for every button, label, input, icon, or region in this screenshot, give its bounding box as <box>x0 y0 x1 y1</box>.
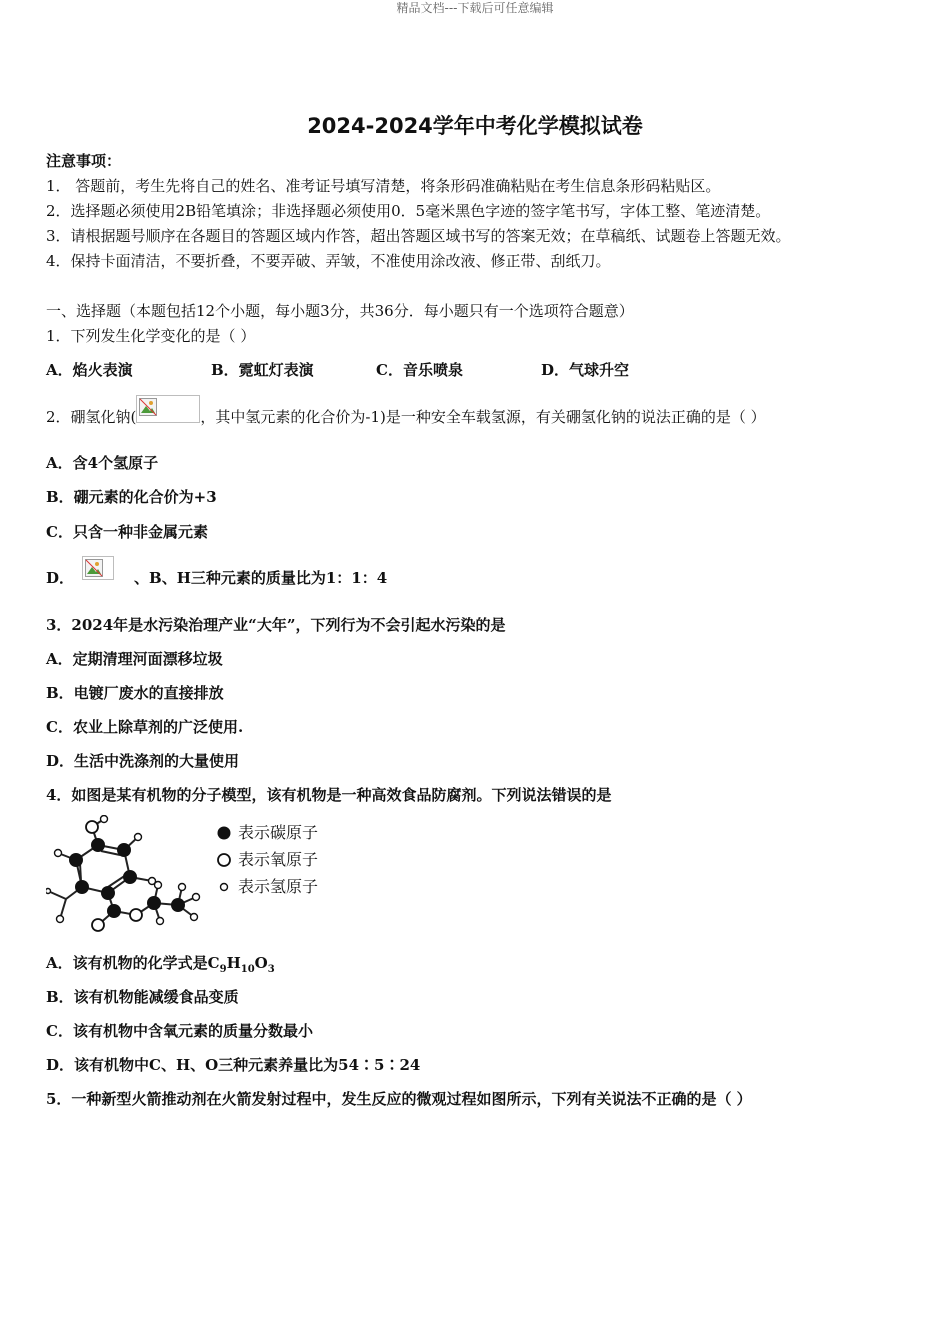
question-2-stem-after: ，其中氢元素的化合价为-1)是一种安全车载氢源，有关硼氢化钠的说法正确的是（ ） <box>200 408 766 426</box>
option-b: B．硼元素的化合价为+3 <box>46 488 217 506</box>
option-a <box>46 952 275 981</box>
option-c: C．音乐喷泉 <box>376 361 463 379</box>
notice-item: 3．请根据题号顺序在各题目的答题区域内作答，超出答题区域书写的答案无效；在草稿纸、试题卷上答题无效。 <box>46 227 791 245</box>
molecule-model-diagram <box>46 815 216 935</box>
notice-item: 2．选择题必须使用2B铅笔填涂；非选择题必须使用0．5毫米黑色字迹的签字笔书写，字体工整、笔迹清楚。 <box>46 202 771 220</box>
question-1-stem: 1．下列发生化学变化的是（ ） <box>46 327 256 345</box>
option-d: D．生活中洗涤剂的大量使用 <box>46 752 240 770</box>
broken-image-icon <box>85 559 103 577</box>
question-4-stem: 4．如图是某有机物的分子模型，该有机物是一种高效食品防腐剂。下列说法错误的是 <box>46 786 612 804</box>
notice-item: 4．保持卡面清洁，不要折叠，不要弄破、弄皱，不准使用涂改液、修正带、刮纸刀。 <box>46 252 611 270</box>
section-heading: 一、选择题（本题包括12个小题，每小题3分，共36分．每小题只有一个选项符合题意） <box>46 302 634 320</box>
carbon-atom-icon <box>214 823 234 843</box>
option-d-suffix: 、B、H三种元素的质量比为1：1：4 <box>134 569 388 587</box>
option-c: C．农业上除草剂的广泛使用. <box>46 718 244 736</box>
question-3-stem: 3．2024年是水污染治理产业“大年”，下列行为不会引起水污染的是 <box>46 616 506 634</box>
option-d: D．气球升空 <box>541 361 630 379</box>
element-image <box>82 556 114 580</box>
question-2-stem-before: 2．硼氢化钠( <box>46 408 137 426</box>
notice-heading: 注意事项： <box>46 152 122 170</box>
chemical-formula: $C_9H_{10}O_3$ <box>207 954 275 975</box>
option-a: A．定期清理河面漂移垃圾 <box>46 650 223 668</box>
option-d <box>46 567 387 589</box>
option-a: A．含4个氢原子 <box>46 454 159 472</box>
header-watermark: 精品文档---下载后可任意编辑 <box>396 1 554 15</box>
option-c: C．只含一种非金属元素 <box>46 523 208 541</box>
oxygen-atom-icon <box>214 850 234 870</box>
option-c: C．该有机物中含氧元素的质量分数最小 <box>46 1022 313 1040</box>
question-2-stem <box>46 406 766 428</box>
option-b: B．电镀厂废水的直接排放 <box>46 684 224 702</box>
option-b: B．该有机物能减缓食品变质 <box>46 988 239 1006</box>
legend-hydrogen: 表示氢原子 <box>238 877 319 896</box>
option-a-prefix: A．该有机物的化学式是 <box>46 954 208 972</box>
question-1-options <box>46 359 629 381</box>
hydrogen-atom-icon <box>214 877 234 897</box>
formula-image <box>136 395 200 423</box>
page-title: 2024-2024学年中考化学模拟试卷 <box>307 114 643 138</box>
option-d-prefix: D． <box>46 569 75 587</box>
legend-carbon: 表示碳原子 <box>238 823 319 842</box>
question-5-stem: 5．一种新型火箭推动剂在火箭发射过程中，发生反应的微观过程如图所示，下列有关说法不正确的是（ ） <box>46 1090 752 1108</box>
option-d: D．该有机物中C、H、O三种元素养量比为54∶5∶24 <box>46 1056 421 1074</box>
legend-oxygen: 表示氧原子 <box>238 850 319 869</box>
notice-item: 1． 答题前，考生先将自己的姓名、准考证号填写清楚，将条形码准确粘贴在考生信息条形码粘贴区。 <box>46 177 721 195</box>
broken-image-icon <box>139 398 157 416</box>
option-a: A．焰火表演 <box>46 361 133 379</box>
option-b: B．霓虹灯表演 <box>211 361 314 379</box>
